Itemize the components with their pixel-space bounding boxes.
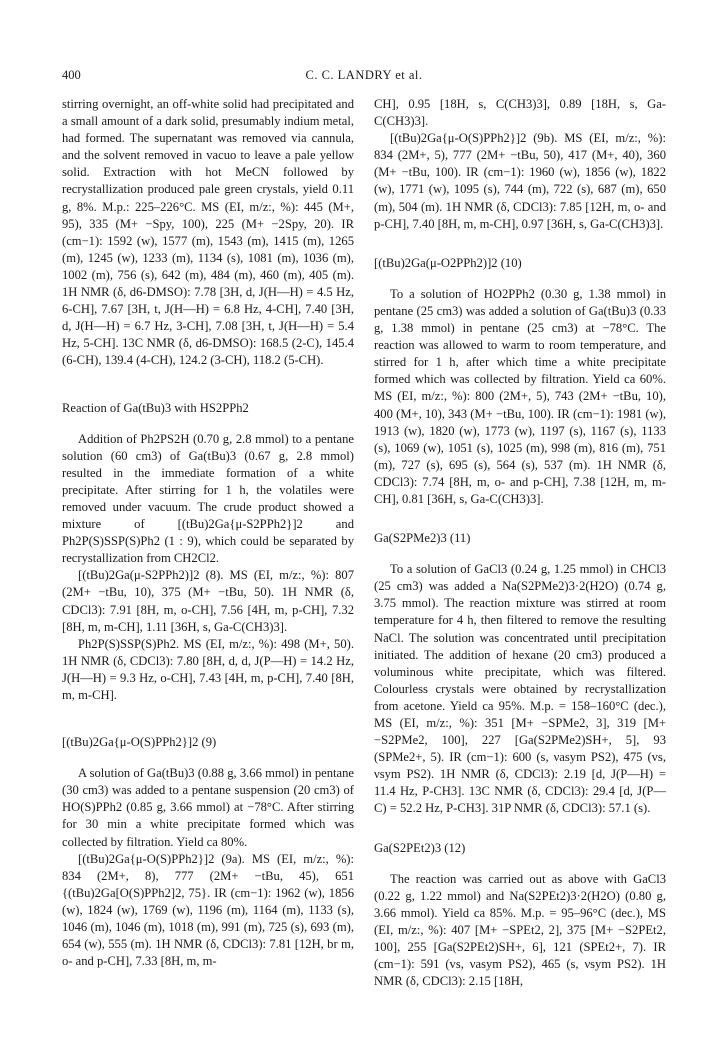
- page-header: [62, 68, 666, 88]
- section-heading: Reaction of Ga(tBu)3 with HS2PPh2: [62, 400, 249, 415]
- paragraph: To a solution of GaCl3 (0.24 g, 1.25 mmol) in CHCl3 (25 cm3) was added a Na(S2PMe2)3·2(H2O) (0.74 g, 3.75 mmol). The reaction mixture was stirred at room temperature for 4 h, then filtered to remove the resulting NaCl. The solution was concentrated until precipitation initiated. The addition of hexane (20 cm3) produced a voluminous white precipitate, which was filtered. Colourless crystals were obtained by recrystallization from acetone. Yield ca 95%. M.p. = 158–160°C (dec.), MS (EI, m/z:, %): 351 [M+ −SPMe2, 3], 319 [M+ −S2PMe2, 100], 227 [Ga(S2PMe2)SH+, 5], 93 (SPMe2+, 5). IR (cm−1): 600 (s, νasym PS2), 475 (vs, νsym PS2). 1H NMR (δ, CDCl3): 2.19 [d, J(P—H) = 11.4 Hz, P-CH3]. 13C NMR (δ, CDCl3): 29.4 [d, J(P—C) = 52.2 Hz, P-CH3]. 31P NMR (δ, CDCl3): 57.1 (s).: [374, 562, 666, 816]
- paragraph: Addition of Ph2PS2H (0.70 g, 2.8 mmol) to a pentane solution (60 cm3) of Ga(tBu)3 (0.67 g, 2.8 mmol) resulted in the immediate formation of a white precipitate. After stirring for 1 h, the volatiles were removed under vacuum. The crude product showed a mixture of [(tBu)2Ga{μ-S2PPh2}]2 and Ph2P(S)SSP(S)Ph2 (1 : 9), which could be separated by recrystallization from CH2Cl2.: [62, 431, 354, 566]
- paragraph: stirring overnight, an off-white solid had precipitated and a small amount of a dark solid, presumably indium metal, had formed. The supernatant was removed via cannula, and the solvent removed in vacuo to leave a pale yellow solid. Extraction with hot MeCN followed by recrystallization produced pale green crystals, yield 0.11 g, 8%. M.p.: 225–226°C. MS (EI, m/z:, %): 445 (M+, 95), 335 (M+ −Spy, 100), 225 (M+ −2Spy, 20). IR (cm−1): 1592 (w), 1577 (m), 1543 (m), 1415 (m), 1265 (m), 1245 (w), 1233 (m), 1134 (s), 1081 (m), 1036 (m), 1002 (m), 756 (s), 642 (m), 484 (m), 460 (m), 405 (m). 1H NMR (δ, d6-DMSO): 7.78 [3H, d, J(H—H) = 4.5 Hz, 6-CH], 7.67 [3H, t, J(H—H) = 6.8 Hz, 4-CH], 7.40 [3H, d, J(H—H) = 6.7 Hz, 3-CH], 7.08 [3H, t, J(H—H) = 5.4 Hz, 5-CH]. 13C NMR (δ, d6-DMSO): 168.5 (2-C), 145.4 (6-CH), 139.4 (4-CH), 124.2 (3-CH), 118.2 (5-CH).: [62, 97, 354, 368]
- paragraph: [(tBu)2Ga{μ-O(S)PPh2}]2 (9a). MS (EI, m/z:, %): 834 (2M+, 8), 777 (2M+ −tBu, 45), 651 {(tBu)2Ga[O(S)PPh2]2, 75}. IR (cm−1): 1962 (w), 1856 (w), 1824 (w), 1769 (w), 1196 (m), 1164 (m), 1133 (s), 1046 (m), 1046 (m), 1018 (m), 991 (m), 725 (s), 693 (m), 654 (w), 555 (m). 1H NMR (δ, CDCl3): 7.81 [12H, br m, o- and p-CH], 7.33 [8H, m, m-: [62, 851, 354, 969]
- paragraph: To a solution of HO2PPh2 (0.30 g, 1.38 mmol) in pentane (25 cm3) was added a solution of Ga(tBu)3 (0.33 g, 1.38 mmol) in pentane (25 cm3) at −78°C. The reaction was allowed to warm to room temperature, and stirred for 1 h, after which time a white precipitate formed which was collected by filtration. Yield ca 60%. MS (EI, m/z:, %): 800 (2M+, 5), 743 (2M+ −tBu, 10), 400 (M+, 10), 343 (M+ −tBu, 100). IR (cm−1): 1981 (w), 1913 (w), 1820 (w), 1773 (w), 1197 (s), 1167 (s), 1133 (s), 1069 (w), 1051 (s), 1025 (m), 998 (m), 816 (m), 751 (m), 727 (s), 695 (s), 564 (s), 537 (m). 1H NMR (δ, CDCl3): 7.74 [8H, m, o- and p-CH], 7.38 [12H, m, m-CH], 0.81 [36H, s, Ga-C(CH3)3].: [374, 286, 666, 506]
- section-heading: [(tBu)2Ga(μ-O2PPh2)]2 (10): [374, 255, 522, 270]
- paragraph: A solution of Ga(tBu)3 (0.88 g, 3.66 mmol) in pentane (30 cm3) was added to a pentane suspension (20 cm3) of HO(S)PPh2 (0.85 g, 3.66 mmol) at −78°C. After stirring for 30 min a white precipitate formed which was collected by filtration. Yield ca 80%.: [62, 766, 354, 849]
- paragraph: The reaction was carried out as above with GaCl3 (0.22 g, 1.22 mmol) and Na(S2PEt2)3·2(H2O) (0.80 g, 3.66 mmol). Yield ca 85%. M.p. = 95–96°C (dec.), MS (EI, m/z:, %): 407 [M+ −SPEt2, 2], 375 [M+ −S2PEt2, 100], 255 [Ga(S2PEt2)SH+, 6], 121 (SPEt2+, 7). IR (cm−1): 591 (vs, νasym PS2), 465 (s, νsym PS2). 1H NMR (δ, CDCl3): 2.15 [18H,: [374, 871, 666, 989]
- page-number: 400: [62, 68, 81, 82]
- paragraph: Ph2P(S)SSP(S)Ph2. MS (EI, m/z:, %): 498 (M+, 50). 1H NMR (δ, CDCl3): 7.80 [8H, d, d, J(P—H) = 14.2 Hz, J(H—H) = 9.3 Hz, o-CH], 7.43 [4H, m, p-CH], 7.40 [8H, m, m-CH].: [62, 636, 354, 702]
- running-head: C. C. LANDRY et al.: [305, 68, 423, 82]
- paragraph: CH], 0.95 [18H, s, C(CH3)3], 0.89 [18H, s, Ga-C(CH3)3].: [374, 97, 666, 129]
- paragraph: [(tBu)2Ga{μ-O(S)PPh2}]2 (9b). MS (EI, m/z:, %): 834 (2M+, 5), 777 (2M+ −tBu, 50), 417 (M+, 40), 360 (M+ −tBu, 100). IR (cm−1): 1960 (w), 1856 (w), 1822 (w), 1771 (w), 1095 (s), 744 (m), 722 (s), 687 (m), 650 (m), 504 (m). 1H NMR (δ, CDCl3): 7.85 [12H, m, o- and p-CH], 7.40 [8H, m, m-CH], 0.97 [36H, s, Ga-C(CH3)3].: [374, 131, 666, 231]
- paragraph: [(tBu)2Ga(μ-S2PPh2)]2 (8). MS (EI, m/z:, %): 807 (2M+ −tBu, 10), 375 (M+ −tBu, 50). 1H NMR (δ, CDCl3): 7.91 [8H, m, o-CH], 7.56 [4H, m, p-CH], 7.32 [8H, m, m-CH], 1.11 [36H, s, Ga-C(CH3)3].: [62, 568, 354, 634]
- right-column: [374, 96, 666, 990]
- section-heading: [(tBu)2Ga{μ-O(S)PPh2}]2 (9): [62, 735, 217, 750]
- section-heading: Ga(S2PEt2)3 (12): [374, 840, 466, 855]
- left-column: [62, 96, 354, 970]
- section-heading: Ga(S2PMe2)3 (11): [374, 531, 471, 546]
